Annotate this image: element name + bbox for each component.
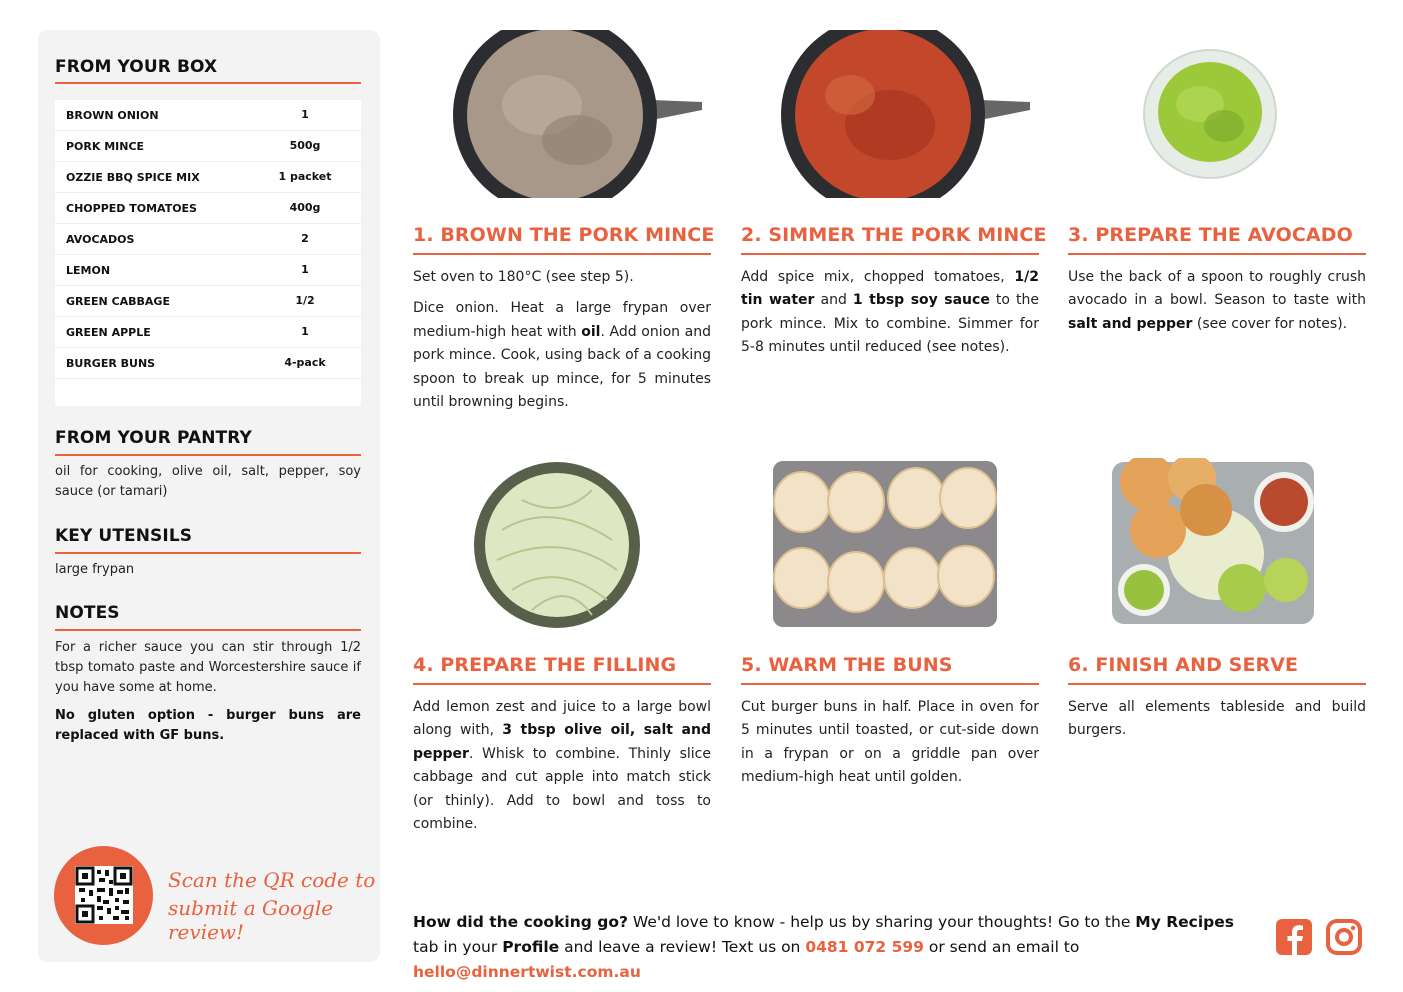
ingredient-row (55, 193, 361, 224)
ingredient-row (55, 162, 361, 193)
step-bold-text: salt and pepper (1068, 315, 1193, 332)
feedback-footer (413, 910, 1263, 985)
step-rule (413, 683, 711, 685)
ingredient-qty: 400g (289, 201, 321, 214)
step-text: Dice onion. Heat a large frypan over medium-high heat with (413, 300, 711, 340)
step-rule (741, 683, 1039, 685)
ingredient-qty: 2 (301, 232, 309, 245)
ingredient-name: GREEN CABBAGE (66, 295, 170, 308)
footer-text: tab in your (413, 938, 503, 956)
step-1-para: Set oven to 180°C (see step 5). (413, 269, 634, 285)
ingredient-name: CHOPPED TOMATOES (66, 202, 197, 215)
pantry-heading: FROM YOUR PANTRY (55, 428, 252, 448)
burger-buns-tray-photo (772, 460, 998, 628)
footer-question: How did the cooking go? (413, 913, 628, 931)
step-rule (413, 253, 711, 255)
step-6-title: 6. FINISH AND SERVE (1068, 654, 1299, 676)
step-bold-text: oil (581, 323, 601, 340)
qr-badge (54, 846, 153, 945)
ingredient-name: GREEN APPLE (66, 326, 151, 339)
ingredient-name: AVOCADOS (66, 233, 135, 246)
utensils-heading: KEY UTENSILS (55, 526, 193, 546)
ingredient-name: BURGER BUNS (66, 357, 156, 370)
ingredient-qty: 1 packet (278, 170, 332, 183)
instagram-icon[interactable] (1325, 918, 1363, 956)
step-text: Cut burger buns in half. Place in oven for 5 minutes until toasted, or cut-side down in a frypan or on a griddle pan over medium-high heat until golden. (741, 699, 1039, 786)
cabbage-bowl-photo (472, 460, 642, 630)
from-box-heading: FROM YOUR BOX (55, 57, 218, 77)
step-1-para (413, 297, 711, 414)
step-text: . Whisk to combine. Thinly slice cabbage and cut apple into match stick (or thinly). Add to bowl and toss to combine. (413, 745, 711, 833)
pork-mince-pan-photo (452, 30, 704, 198)
step-bold-text: 1 tbsp soy sauce (852, 292, 990, 309)
ingredient-name: BROWN ONION (66, 109, 159, 122)
ingredient-row (55, 255, 361, 286)
step-5-body (741, 696, 1039, 798)
step-3-body (1068, 266, 1366, 344)
profile-link[interactable]: Profile (502, 938, 560, 956)
heading-rule (55, 454, 361, 456)
step-text: Use the back of a spoon to roughly crush avocado in a bowl. Season to taste with (1068, 269, 1366, 309)
step-text: Add lemon zest and juice to a large bowl along with, (413, 699, 711, 739)
simmered-pork-pan-photo (780, 30, 1032, 198)
step-text: Add spice mix, chopped tomatoes, (741, 269, 1015, 285)
sidebar (38, 30, 380, 962)
pantry-text: oil for cooking, olive oil, salt, pepper, soy sauce (or tamari) (55, 464, 361, 499)
step-text: (see cover for notes). (1192, 315, 1348, 332)
ingredient-qty: 1 (301, 263, 309, 276)
footer-text: or send an email to (923, 938, 1080, 956)
ingredient-name: LEMON (66, 264, 111, 277)
ingredients-table (55, 100, 361, 406)
ingredient-name: PORK MINCE (66, 140, 145, 153)
ingredient-qty: 500g (289, 139, 321, 152)
ingredient-qty: 4-pack (284, 356, 326, 369)
step-text: and (814, 292, 853, 309)
step-1-title: 1. BROWN THE PORK MINCE (413, 224, 715, 246)
avocado-bowl-photo (1140, 46, 1280, 182)
email-link[interactable]: hello@dinnertwist.com.au (413, 963, 641, 981)
step-1-body (413, 266, 711, 422)
step-rule (1068, 253, 1366, 255)
step-4-body (413, 696, 711, 844)
step-2-title: 2. SIMMER THE PORK MINCE (741, 224, 1047, 246)
step-3-title: 3. PREPARE THE AVOCADO (1068, 224, 1353, 246)
ingredient-qty: 1 (301, 325, 309, 338)
my-recipes-link[interactable]: My Recipes (1135, 913, 1234, 931)
gluten-note: No gluten option - burger buns are replaced with GF buns. (55, 708, 361, 743)
step-text: Serve all elements tableside and build burgers. (1068, 699, 1366, 739)
qr-prompt-line2: submit a Google review! (168, 896, 334, 944)
phone-link[interactable]: 0481 072 599 (805, 938, 924, 956)
ingredient-row (55, 317, 361, 348)
utensils-text: large frypan (55, 562, 135, 577)
step-bold-text: 1/2 tin water (741, 269, 1039, 309)
step-text: . Add onion and pork mince. Cook, using back of a cooking spoon to break up mince, for 5 minutes until browning begins. (413, 323, 711, 411)
ingredient-row (55, 348, 361, 379)
ingredient-row (55, 100, 361, 131)
step-bold-text: 3 tbsp olive oil, salt and pepper (413, 722, 711, 762)
notes-heading: NOTES (55, 603, 120, 623)
qr-code-icon[interactable] (75, 866, 133, 924)
heading-rule (55, 82, 361, 84)
ingredient-qty: 1 (301, 108, 309, 121)
step-rule (1068, 683, 1366, 685)
footer-text: and leave a review! Text us on (559, 938, 806, 956)
ingredient-row (55, 224, 361, 255)
step-text: to the pork mince. Mix to combine. Simmer for 5-8 minutes until reduced (see notes). (741, 292, 1039, 356)
ingredient-row (55, 131, 361, 162)
step-5-title: 5. WARM THE BUNS (741, 654, 953, 676)
step-4-title: 4. PREPARE THE FILLING (413, 654, 677, 676)
qr-prompt-line1: Scan the QR code to (168, 868, 376, 892)
footer-text: We'd love to know - help us by sharing your thoughts! Go to the (627, 913, 1136, 931)
ingredient-name: OZZIE BBQ SPICE MIX (66, 171, 200, 184)
facebook-icon[interactable] (1275, 918, 1313, 956)
step-6-body (1068, 696, 1366, 751)
ingredient-row (55, 286, 361, 317)
heading-rule (55, 552, 361, 554)
heading-rule (55, 629, 361, 631)
step-2-body (741, 266, 1039, 368)
assembled-burgers-photo (1110, 458, 1316, 626)
step-rule (741, 253, 1039, 255)
notes-text: For a richer sauce you can stir through 1/2 tbsp tomato paste and Worcestershire sauce if you have some at home. (55, 640, 361, 695)
ingredient-qty: 1/2 (295, 294, 315, 307)
